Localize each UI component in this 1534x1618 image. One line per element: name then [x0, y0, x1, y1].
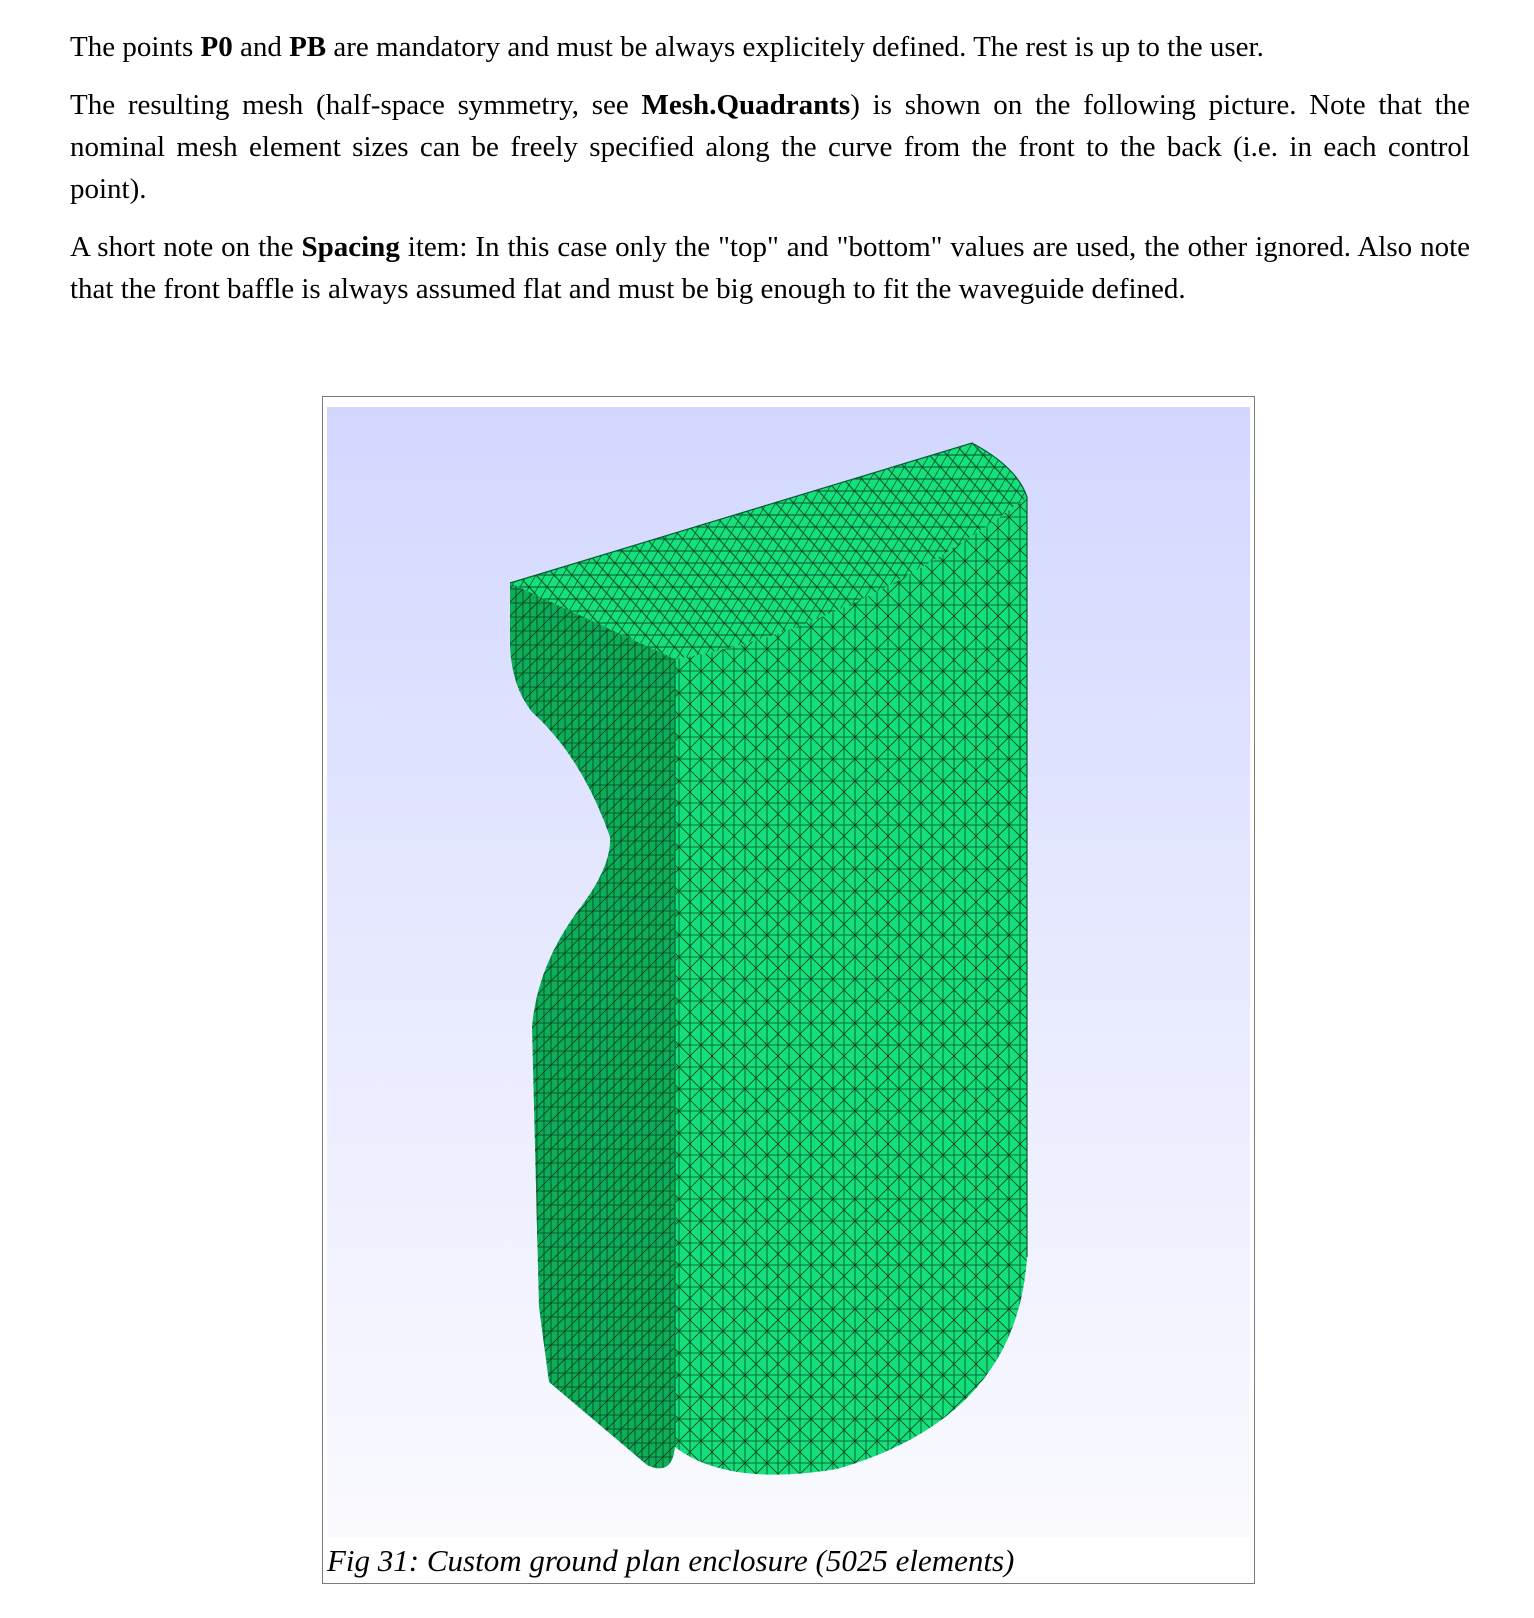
document-body [70, 26, 1470, 326]
bold-term: PB [289, 31, 327, 63]
bold-term: Spacing [301, 231, 400, 263]
text-run: A short note on the [70, 231, 302, 263]
paragraph-resulting-mesh [70, 84, 1470, 210]
paragraph-mandatory-points [70, 26, 1470, 68]
text-run: are mandatory and must be always explicitely defined. The rest is up to the user. [326, 31, 1264, 63]
text-run: ) is shown on the following picture. Note that the nominal mesh element sizes can be freely specified along the curve from the front to the back (i.e. in each control point). [70, 89, 1471, 205]
figure-31 [322, 396, 1255, 1584]
mesh-render [327, 407, 1250, 1537]
text-run: item: In this case only the "top" and "bottom" values are used, the other ignored. Also note that the front baffle is always assumed flat and must be big enough to fit the waveguide defined. [70, 231, 1470, 305]
bold-term: P0 [200, 31, 233, 63]
text-run: and [232, 31, 290, 63]
paragraph-spacing-note [70, 226, 1470, 310]
bold-term: Mesh.Quadrants [641, 89, 851, 121]
enclosure-mesh-image [327, 407, 1250, 1537]
text-run: The points [70, 31, 201, 63]
figure-caption: Fig 31: Custom ground plan enclosure (5025 elements) [327, 1543, 1015, 1578]
text-run: The resulting mesh (half-space symmetry, see [70, 89, 642, 121]
